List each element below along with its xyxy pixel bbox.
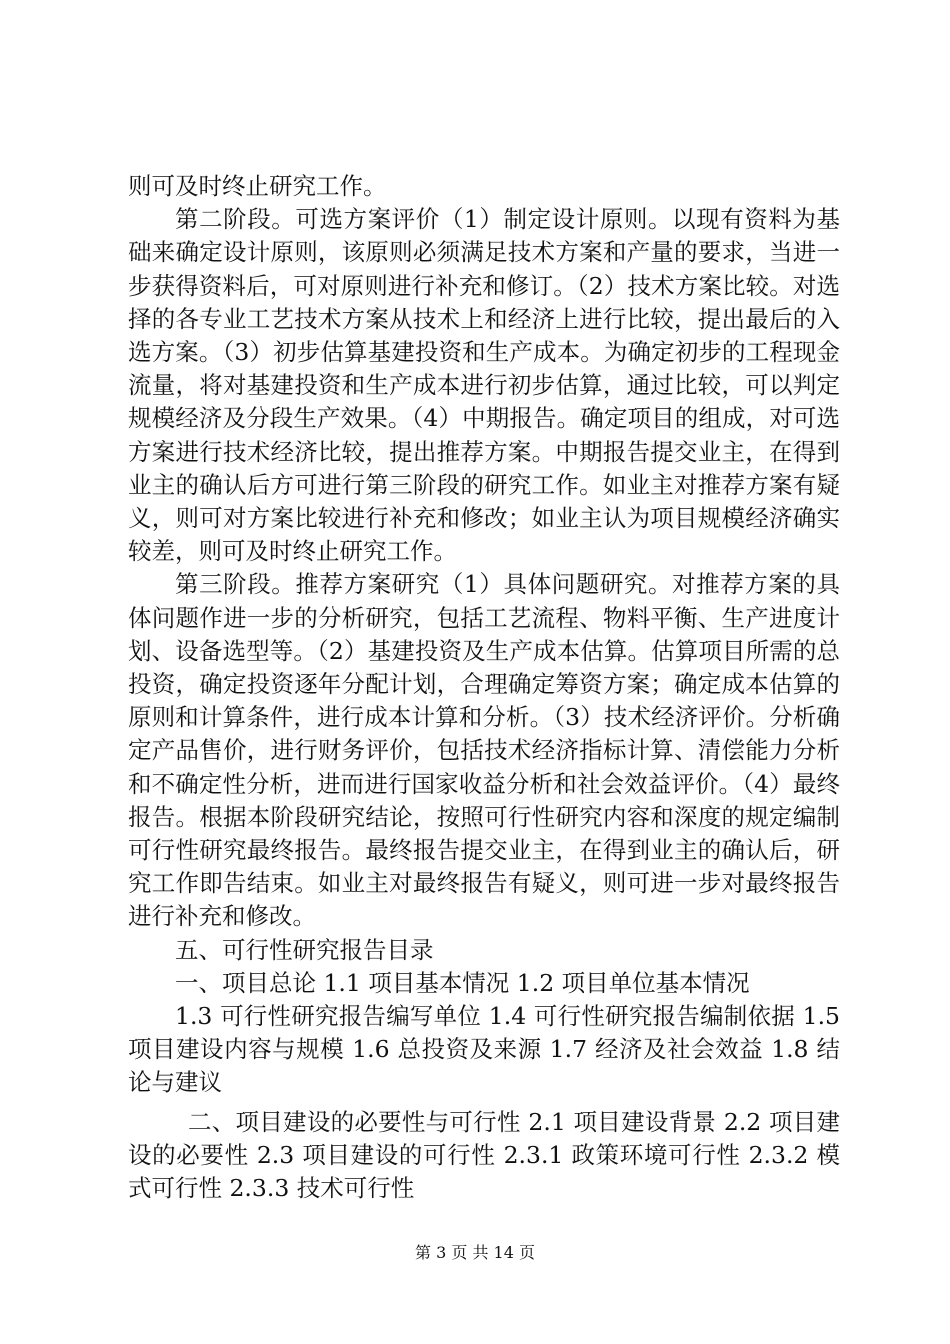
outline-item-chapter-two: 二、项目建设的必要性与可行性 2.1 项目建设背景 2.2 项目建设的必要性 2.3 项目建设的可行性 2.3.1 政策环境可行性 2.3.2 模式可行性 2.3.3 技术可行性: [128, 1107, 840, 1203]
section-heading-report-outline: 五、可行性研究报告目录: [175, 935, 434, 964]
paragraph-stage-three: 第三阶段。推荐方案研究（1）具体问题研究。对推荐方案的具体问题作进一步的分析研究，包括工艺流程、物料平衡、生产进度计划、设备选型等。（2）基建投资及生产成本估算。估算项目所需的总投资，确定投资逐年分配计划，合理确定筹资方案；确定成本估算的原则和计算条件，进行成本计算和分析。（3）技术经济评价。分析确定产品售价，进行财务评价，包括技术经济指标计算、清偿能力分析和不确定性分析，进而进行国家收益分析和社会效益评价。（4）最终报告。根据本阶段研究结论，按照可行性研究内容和深度的规定编制可行性研究最终报告。最终报告提交业主，在得到业主的确认后，研究工作即告结束。如业主对最终报告有疑义，则可进一步对最终报告进行补充和修改。: [128, 570, 840, 931]
page-footer: 第 3 页 共 14 页: [415, 1243, 535, 1262]
outline-item-chapter-one-continued: 1.3 可行性研究报告编写单位 1.4 可行性研究报告编制依据 1.5 项目建设内容与规模 1.6 总投资及来源 1.7 经济及社会效益 1.8 结论与建议: [128, 1002, 840, 1097]
paragraph-continuation: 则可及时终止研究工作。: [128, 172, 387, 200]
document-body: [128, 170, 840, 1205]
outline-item-chapter-one: 一、项目总论 1.1 项目基本情况 1.2 项目单位基本情况: [175, 968, 750, 997]
paragraph-stage-two: 第二阶段。可选方案评价（1）制定设计原则。以现有资料为基础来确定设计原则，该原则必须满足技术方案和产量的要求，当进一步获得资料后，可对原则进行补充和修订。（2）技术方案比较。对选择的各专业工艺技术方案从技术上和经济上进行比较，提出最后的入选方案。（3）初步估算基建投资和生产成本。为确定初步的工程现金流量，将对基建投资和生产成本进行初步估算，通过比较，可以判定规模经济及分段生产效果。（4）中期报告。确定项目的组成，对可选方案进行技术经济比较，提出推荐方案。中期报告提交业主，在得到业主的确认后方可进行第三阶段的研究工作。如业主对推荐方案有疑义，则可对方案比较进行补充和修改；如业主认为项目规模经济确实较差，则可及时终止研究工作。: [128, 205, 840, 566]
